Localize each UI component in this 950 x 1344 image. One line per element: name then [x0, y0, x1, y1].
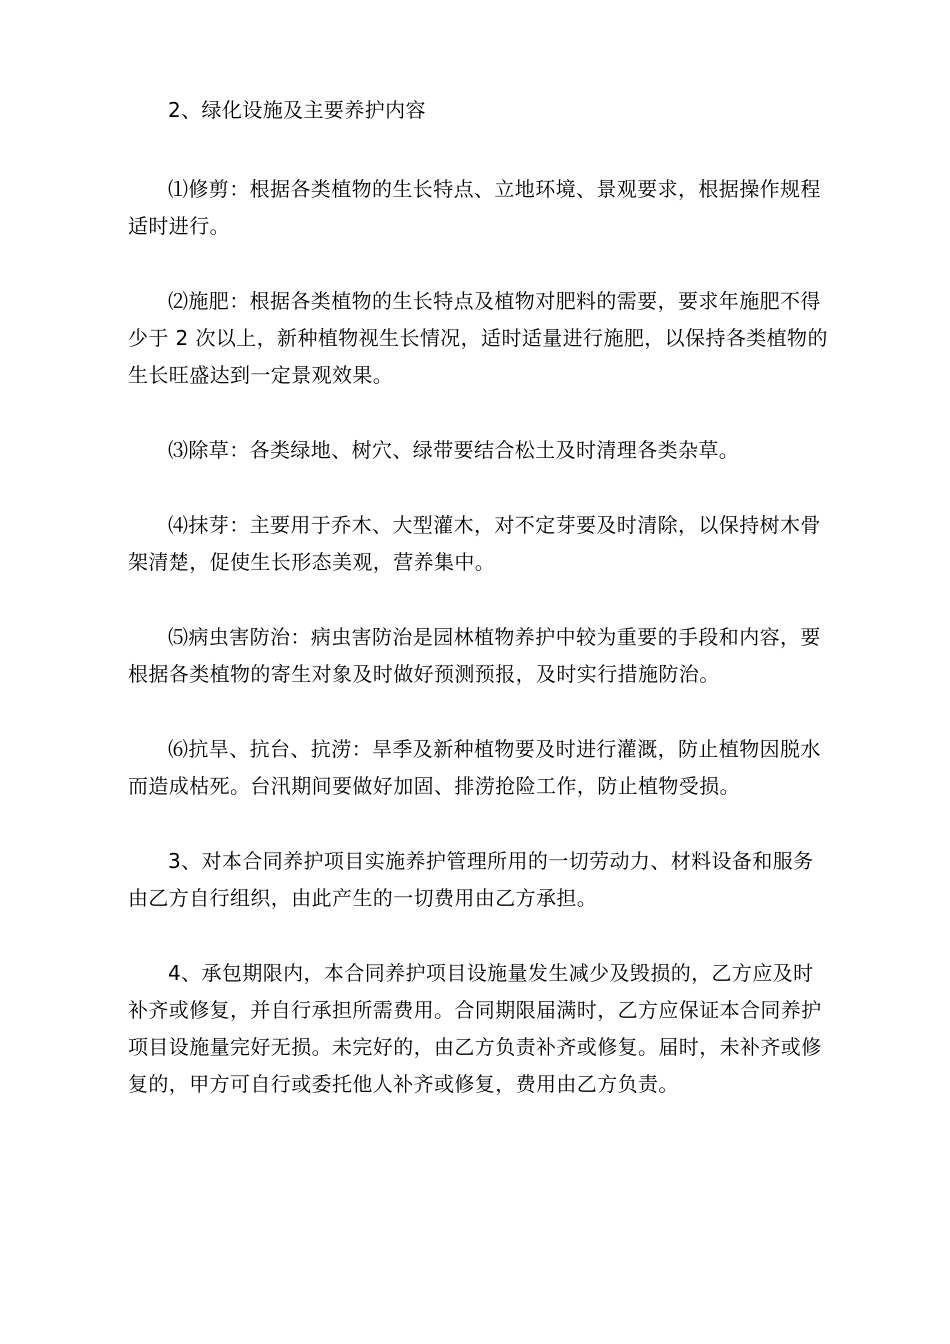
paragraph-drought-typhoon-flood: ⑹抗旱、抗台、抗涝：旱季及新种植物要及时进行灌溉，防止植物因脱水而造成枯死。台汛期间要做好加固、排涝抢险工作，防止植物受损。 [128, 737, 821, 798]
paragraph-weeding: ⑶除草：各类绿地、树穴、绿带要结合松土及时清理各类杂草。 [168, 438, 740, 462]
paragraph-pruning: ⑴修剪：根据各类植物的生长特点、立地环境、景观要求，根据操作规程适时进行。 [128, 177, 821, 238]
paragraph-clause-3: 3、对本合同养护项目实施养护管理所用的一切劳动力、材料设备和服务由乙方自行组织，由此产生的一切费用由乙方承担。 [128, 849, 814, 910]
paragraph-bud-removal: ⑷抹芽：主要用于乔木、大型灌木，对不定芽要及时清除，以保持树木骨架清楚，促使生长形态美观，营养集中。 [128, 513, 821, 574]
paragraph-fertilizing: ⑵施肥：根据各类植物的生长特点及植物对肥料的需要，要求年施肥不得少于 2 次以上，新种植物视生长情况，适时适量进行施肥，以保持各类植物的生长旺盛达到一定景观效果。 [128, 289, 828, 387]
paragraph-clause-4: 4、承包期限内，本合同养护项目设施量发生减少及毁损的，乙方应及时补齐或修复，并自行承担所需费用。合同期限届满时，乙方应保证本合同养护项目设施量完好无损。未完好的，由乙方负责补齐或修复。届时，未补齐或修复的，甲方可自行或委托他人补齐或修复，费用由乙方负责。 [128, 961, 822, 1096]
document-page [128, 92, 828, 1141]
section-heading-greening: 2、绿化设施及主要养护内容 [168, 98, 426, 122]
paragraph-pest-control: ⑸病虫害防治：病虫害防治是园林植物养护中较为重要的手段和内容，要根据各类植物的寄生对象及时做好预测预报，及时实行措施防治。 [128, 625, 821, 686]
